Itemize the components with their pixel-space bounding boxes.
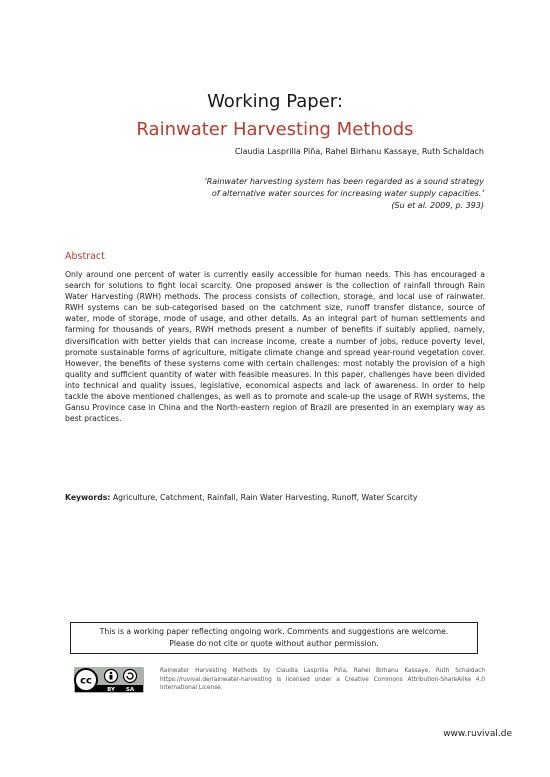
by-person-body: [110, 675, 113, 680]
abstract-heading: Abstract: [65, 251, 105, 262]
keywords-label: Keywords:: [65, 493, 111, 502]
notice-line1: This is a working paper reflecting ongoing work. Comments and suggestions are welcome.: [99, 627, 449, 636]
title-line2: Rainwater Harvesting Methods: [136, 119, 414, 140]
footer-url[interactable]: www.ruvival.de: [443, 729, 512, 739]
cc-text: cc: [80, 675, 92, 687]
quote-line1: ‘Rainwater harvesting system has been regarded as a sound strategy: [204, 177, 484, 186]
quote-line2: of alternative water sources for increasing water supply capacities.’: [211, 189, 484, 198]
working-paper-notice: [70, 622, 478, 654]
epigraph-quote: [154, 176, 484, 212]
keywords-list: Agriculture, Catchment, Rainfall, Rain Water Harvesting, Runoff, Water Scarcity: [112, 493, 418, 502]
by-label: BY: [107, 686, 115, 693]
license-text: Rainwater Harvesting Methods by Claudia Lasprilla Piña, Rahel Birhanu Kassaye, Ruth Schaldach https://ruvival.de/rainwater-harvesting is licensed under a Creative Commons Attribution-ShareAlike 4.0 International License.: [160, 668, 485, 691]
sa-arrow-icon: [124, 670, 137, 683]
authors: Claudia Lasprilla Piña, Rahel Birhanu Kassaye, Ruth Schaldach: [234, 147, 484, 156]
by-person-head: [110, 672, 113, 675]
keywords: [65, 492, 495, 503]
sa-label: SA: [125, 686, 135, 693]
notice-line2: Please do not cite or quote without author permission.: [169, 639, 379, 648]
title-line1: Working Paper:: [207, 91, 343, 112]
abstract-text: Only around one percent of water is currently easily accessible for human needs. This has encouraged a search for solutions to fight local scarcity. One proposed answer is the collection of rainfall through Rain Water Harvesting (RWH) methods. The process consists of collection, storage, and local use of rainwater. RWH systems can be sub-categorised based on the catchment size, runoff transfer distance, source of water, mode of storage, mode of usage, and other details. As an integral part of human settlements and farming for thousands of years, RWH methods present a number of benefits if suitably applied, namely, diversification with better yields that can increase income, create a number of jobs, reduce poverty level, promote sustainable forms of agriculture, mitigate climate change and spread year-round vegetation cover. However, the benefits of these systems come with certain challenges: most notably the provision of a high quality and sufficient quantity of water with feasible measures. In this paper, challenges have been divided into technical and quality issues, legislative, economical aspects and lack of awareness. In order to help tackle the above mentioned challenges, as well as to promote and scale-up the usage of RWH systems, the Gansu Province case in China and the North-eastern region of Brazil are presented in an exemplary way as best practices.: [65, 270, 485, 424]
quote-citation: (Su et al. 2009, p. 393): [391, 201, 484, 210]
cc-by-sa-icon[interactable]: [74, 667, 144, 693]
